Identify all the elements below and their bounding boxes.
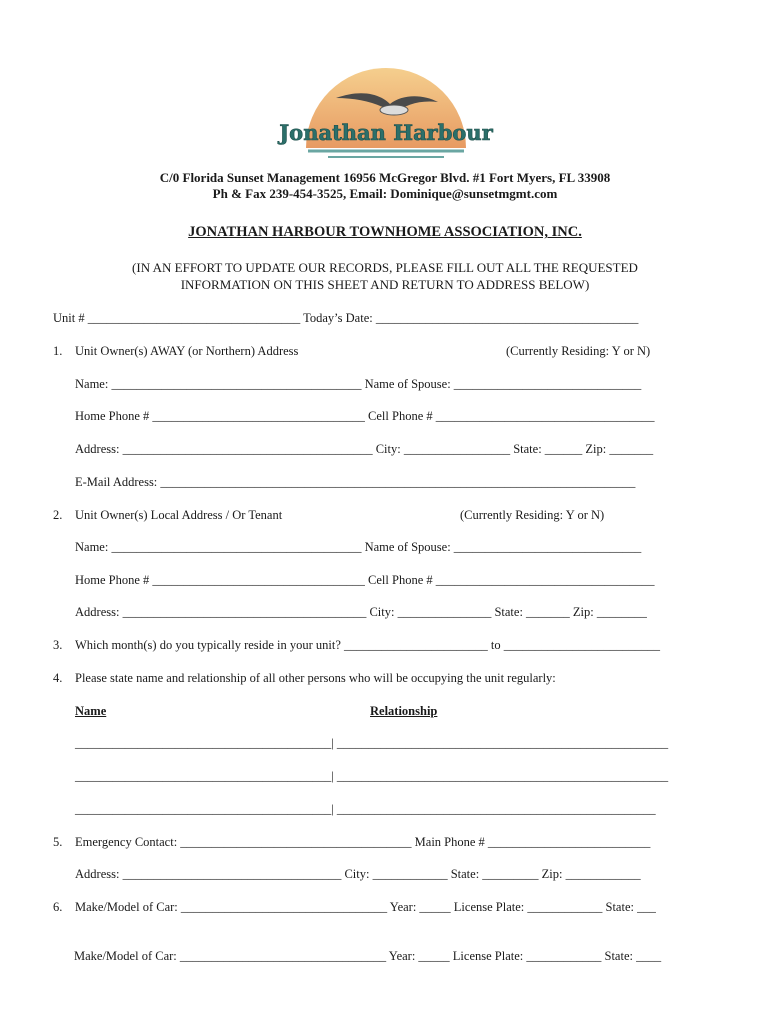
management-contact: Ph & Fax 239-454-3525, Email: Dominique@sunsetmgmt.com xyxy=(212,186,558,201)
occupant-row[interactable]: _________________________________________| _____________________________________________________ xyxy=(75,736,669,750)
section-2-phone-field[interactable]: Home Phone # __________________________________ Cell Phone # ___________________________________ xyxy=(75,573,655,587)
column-header-relationship: Relationship xyxy=(370,704,438,718)
seagull-body xyxy=(380,105,408,115)
section-3-months-field[interactable]: Which month(s) do you typically reside in your unit? _______________________ to _________________________ xyxy=(75,638,661,652)
section-2-number: 2. xyxy=(53,508,63,522)
section-1-residing[interactable]: (Currently Residing: Y or N) xyxy=(506,344,651,358)
occupant-row[interactable]: _________________________________________| _____________________________________________________ xyxy=(75,769,669,783)
section-1-number: 1. xyxy=(53,344,63,358)
logo-text: Jonathan Harbour xyxy=(279,120,493,145)
section-1-title: Unit Owner(s) AWAY (or Northern) Address xyxy=(75,344,299,358)
section-2-name-field[interactable]: Name: ________________________________________ Name of Spouse: ______________________________ xyxy=(75,540,642,554)
emergency-contact-field[interactable]: Emergency Contact: _____________________________________ Main Phone # __________________________ xyxy=(75,835,651,849)
section-2-title: Unit Owner(s) Local Address / Or Tenant xyxy=(75,508,283,522)
car-2-field[interactable]: Make/Model of Car: _________________________________ Year: _____ License Plate: ____________ State: ____ xyxy=(74,949,662,963)
instructions-line-1: (IN AN EFFORT TO UPDATE OUR RECORDS, PLEASE FILL OUT ALL THE REQUESTED xyxy=(132,260,638,275)
section-2-address-field[interactable]: Address: _______________________________________ City: _______________ State: _______ Zip: ________ xyxy=(75,605,647,619)
section-4-number: 4. xyxy=(53,671,63,685)
section-1-address-field[interactable]: Address: ________________________________________ City: _________________ State: ______ Zip: _______ xyxy=(75,442,654,456)
section-6-number: 6. xyxy=(53,900,63,914)
section-3-number: 3. xyxy=(53,638,63,652)
section-2-residing[interactable]: (Currently Residing: Y or N) xyxy=(460,508,605,522)
section-1-email-field[interactable]: E-Mail Address: ____________________________________________________________________________ xyxy=(75,475,636,489)
column-header-name: Name xyxy=(75,704,107,718)
section-1-phone-field[interactable]: Home Phone # __________________________________ Cell Phone # ___________________________________ xyxy=(75,409,655,423)
jonathan-harbour-logo xyxy=(279,60,493,162)
section-5-number: 5. xyxy=(53,835,63,849)
car-1-field[interactable]: Make/Model of Car: _________________________________ Year: _____ License Plate: ____________ State: ___ xyxy=(75,900,656,914)
emergency-address-field[interactable]: Address: ___________________________________ City: ____________ State: _________ Zip: ____________ xyxy=(75,867,641,881)
document-title: JONATHAN HARBOUR TOWNHOME ASSOCIATION, INC. xyxy=(188,224,582,240)
management-address: C/0 Florida Sunset Management 16956 McGregor Blvd. #1 Fort Myers, FL 33908 xyxy=(159,170,611,185)
sunset-seagull-logo-graphic xyxy=(279,60,493,162)
section-4-text: Please state name and relationship of all other persons who will be occupying the unit regularly: xyxy=(75,671,556,685)
instructions-line-2: INFORMATION ON THIS SHEET AND RETURN TO ADDRESS BELOW) xyxy=(180,277,590,292)
section-1-name-field[interactable]: Name: ________________________________________ Name of Spouse: ______________________________ xyxy=(75,377,642,391)
unit-date-field[interactable]: Unit # __________________________________ Today’s Date: __________________________________________ xyxy=(53,311,639,325)
occupant-row[interactable]: _________________________________________| ___________________________________________________ xyxy=(75,802,656,816)
